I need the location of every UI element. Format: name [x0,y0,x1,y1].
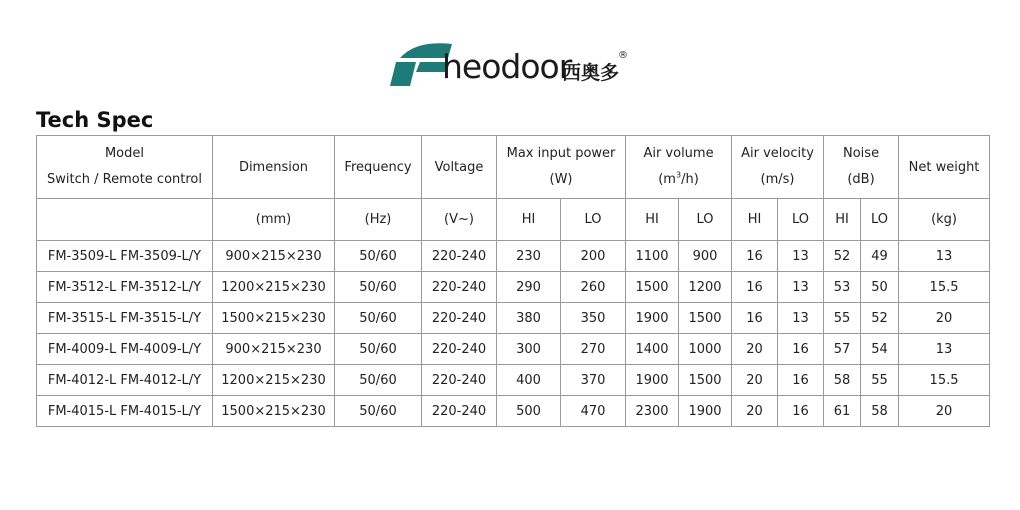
header-net-weight: Net weight [899,136,990,199]
cell-model: FM-4015-L FM-4015-L/Y [37,396,213,427]
header-model-sublabel: Switch / Remote control [47,172,202,187]
cell-voltage: 220-240 [422,303,497,334]
header-air-volume [626,136,732,199]
cell-noise-lo: 55 [861,365,899,396]
cell-air-velocity-hi: 16 [732,272,778,303]
cell-noise-hi: 52 [824,241,861,272]
air-volume-unit-superscript: 3 [675,170,682,180]
cell-noise-hi: 55 [824,303,861,334]
header-air-velocity [732,136,824,199]
cell-voltage: 220-240 [422,272,497,303]
unit-net-weight: (kg) [899,199,990,241]
cell-noise-hi: 53 [824,272,861,303]
cell-model: FM-3509-L FM-3509-L/Y [37,241,213,272]
units-row [37,199,990,241]
cell-frequency: 50/60 [335,396,422,427]
header-model-label: Model [104,146,145,161]
unit-noise-hi: HI [824,199,861,241]
unit-voltage: (V~) [422,199,497,241]
cell-power-hi: 400 [497,365,561,396]
cell-power-hi: 500 [497,396,561,427]
unit-power-hi: HI [497,199,561,241]
table-row [37,303,990,334]
unit-air-velocity-lo: LO [778,199,824,241]
table-row [37,396,990,427]
cell-noise-hi: 57 [824,334,861,365]
cell-voltage: 220-240 [422,396,497,427]
cell-air-velocity-hi: 16 [732,241,778,272]
cell-air-velocity-lo: 16 [778,396,824,427]
unit-power-lo: LO [561,199,626,241]
cell-air-velocity-hi: 20 [732,365,778,396]
cell-noise-hi: 61 [824,396,861,427]
table-row [37,272,990,303]
cell-air-velocity-hi: 16 [732,303,778,334]
unit-dimension: (mm) [213,199,335,241]
cell-net-weight: 13 [899,334,990,365]
header-frequency: Frequency [335,136,422,199]
cell-net-weight: 20 [899,303,990,334]
page-title: Tech Spec [36,108,154,132]
cell-model: FM-4012-L FM-4012-L/Y [37,365,213,396]
cell-air-velocity-lo: 16 [778,365,824,396]
header-noise-label: Noise [843,146,880,161]
cell-dimension: 1500×215×230 [213,303,335,334]
cell-power-lo: 350 [561,303,626,334]
cell-power-hi: 300 [497,334,561,365]
logo-chinese-name: 西奥多 [562,62,620,84]
table-row [37,365,990,396]
cell-frequency: 50/60 [335,365,422,396]
header-air-volume-label: Air volume [643,146,714,161]
cell-air-velocity-lo: 13 [778,272,824,303]
unit-air-volume-lo: LO [679,199,732,241]
cell-noise-lo: 54 [861,334,899,365]
cell-power-lo: 260 [561,272,626,303]
cell-air-volume-hi: 2300 [626,396,679,427]
cell-dimension: 900×215×230 [213,241,335,272]
unit-air-velocity-hi: HI [732,199,778,241]
header-air-velocity-label: Air velocity [741,146,814,161]
cell-air-velocity-hi: 20 [732,334,778,365]
cell-air-volume-hi: 1400 [626,334,679,365]
cell-frequency: 50/60 [335,241,422,272]
logo-wordmark: heodoor [442,47,572,86]
table-row [37,334,990,365]
unit-noise-lo: LO [861,199,899,241]
unit-frequency: (Hz) [335,199,422,241]
unit-model [37,199,213,241]
cell-dimension: 1200×215×230 [213,365,335,396]
cell-power-lo: 370 [561,365,626,396]
header-voltage: Voltage [422,136,497,199]
cell-noise-lo: 58 [861,396,899,427]
cell-air-velocity-lo: 16 [778,334,824,365]
tech-spec-table [36,135,990,427]
header-dimension: Dimension [213,136,335,199]
table-row [37,241,990,272]
cell-model: FM-4009-L FM-4009-L/Y [37,334,213,365]
header-max-input-power [497,136,626,199]
cell-dimension: 1200×215×230 [213,272,335,303]
cell-noise-lo: 52 [861,303,899,334]
cell-air-volume-hi: 1900 [626,303,679,334]
cell-model: FM-3515-L FM-3515-L/Y [37,303,213,334]
air-volume-unit-suffix: /h) [681,172,699,187]
cell-frequency: 50/60 [335,272,422,303]
cell-air-volume-hi: 1100 [626,241,679,272]
cell-power-hi: 290 [497,272,561,303]
cell-power-hi: 230 [497,241,561,272]
cell-net-weight: 15.5 [899,365,990,396]
cell-frequency: 50/60 [335,334,422,365]
cell-power-hi: 380 [497,303,561,334]
cell-air-volume-lo: 1200 [679,272,732,303]
cell-air-velocity-lo: 13 [778,241,824,272]
header-model [37,136,213,199]
cell-voltage: 220-240 [422,365,497,396]
air-volume-unit-prefix: (m [658,172,676,187]
header-power-unit: (W) [549,172,573,187]
header-noise [824,136,899,199]
header-air-velocity-unit: (m/s) [760,172,795,187]
header-row [37,136,990,199]
unit-air-volume-hi: HI [626,199,679,241]
cell-air-volume-lo: 1500 [679,303,732,334]
cell-air-velocity-lo: 13 [778,303,824,334]
cell-noise-hi: 58 [824,365,861,396]
cell-net-weight: 15.5 [899,272,990,303]
cell-net-weight: 13 [899,241,990,272]
cell-dimension: 900×215×230 [213,334,335,365]
cell-air-volume-hi: 1500 [626,272,679,303]
cell-noise-lo: 50 [861,272,899,303]
cell-air-volume-lo: 1500 [679,365,732,396]
header-power-label: Max input power [506,146,616,161]
cell-air-volume-hi: 1900 [626,365,679,396]
cell-voltage: 220-240 [422,334,497,365]
cell-power-lo: 200 [561,241,626,272]
cell-air-volume-lo: 900 [679,241,732,272]
cell-dimension: 1500×215×230 [213,396,335,427]
cell-air-velocity-hi: 20 [732,396,778,427]
cell-voltage: 220-240 [422,241,497,272]
cell-model: FM-3512-L FM-3512-L/Y [37,272,213,303]
cell-power-lo: 470 [561,396,626,427]
cell-frequency: 50/60 [335,303,422,334]
brand-logo [386,36,646,92]
cell-power-lo: 270 [561,334,626,365]
cell-air-volume-lo: 1000 [679,334,732,365]
registered-mark: ® [618,50,628,61]
cell-air-volume-lo: 1900 [679,396,732,427]
header-noise-unit: (dB) [847,172,875,187]
cell-net-weight: 20 [899,396,990,427]
header-air-volume-unit [626,167,731,193]
cell-noise-lo: 49 [861,241,899,272]
